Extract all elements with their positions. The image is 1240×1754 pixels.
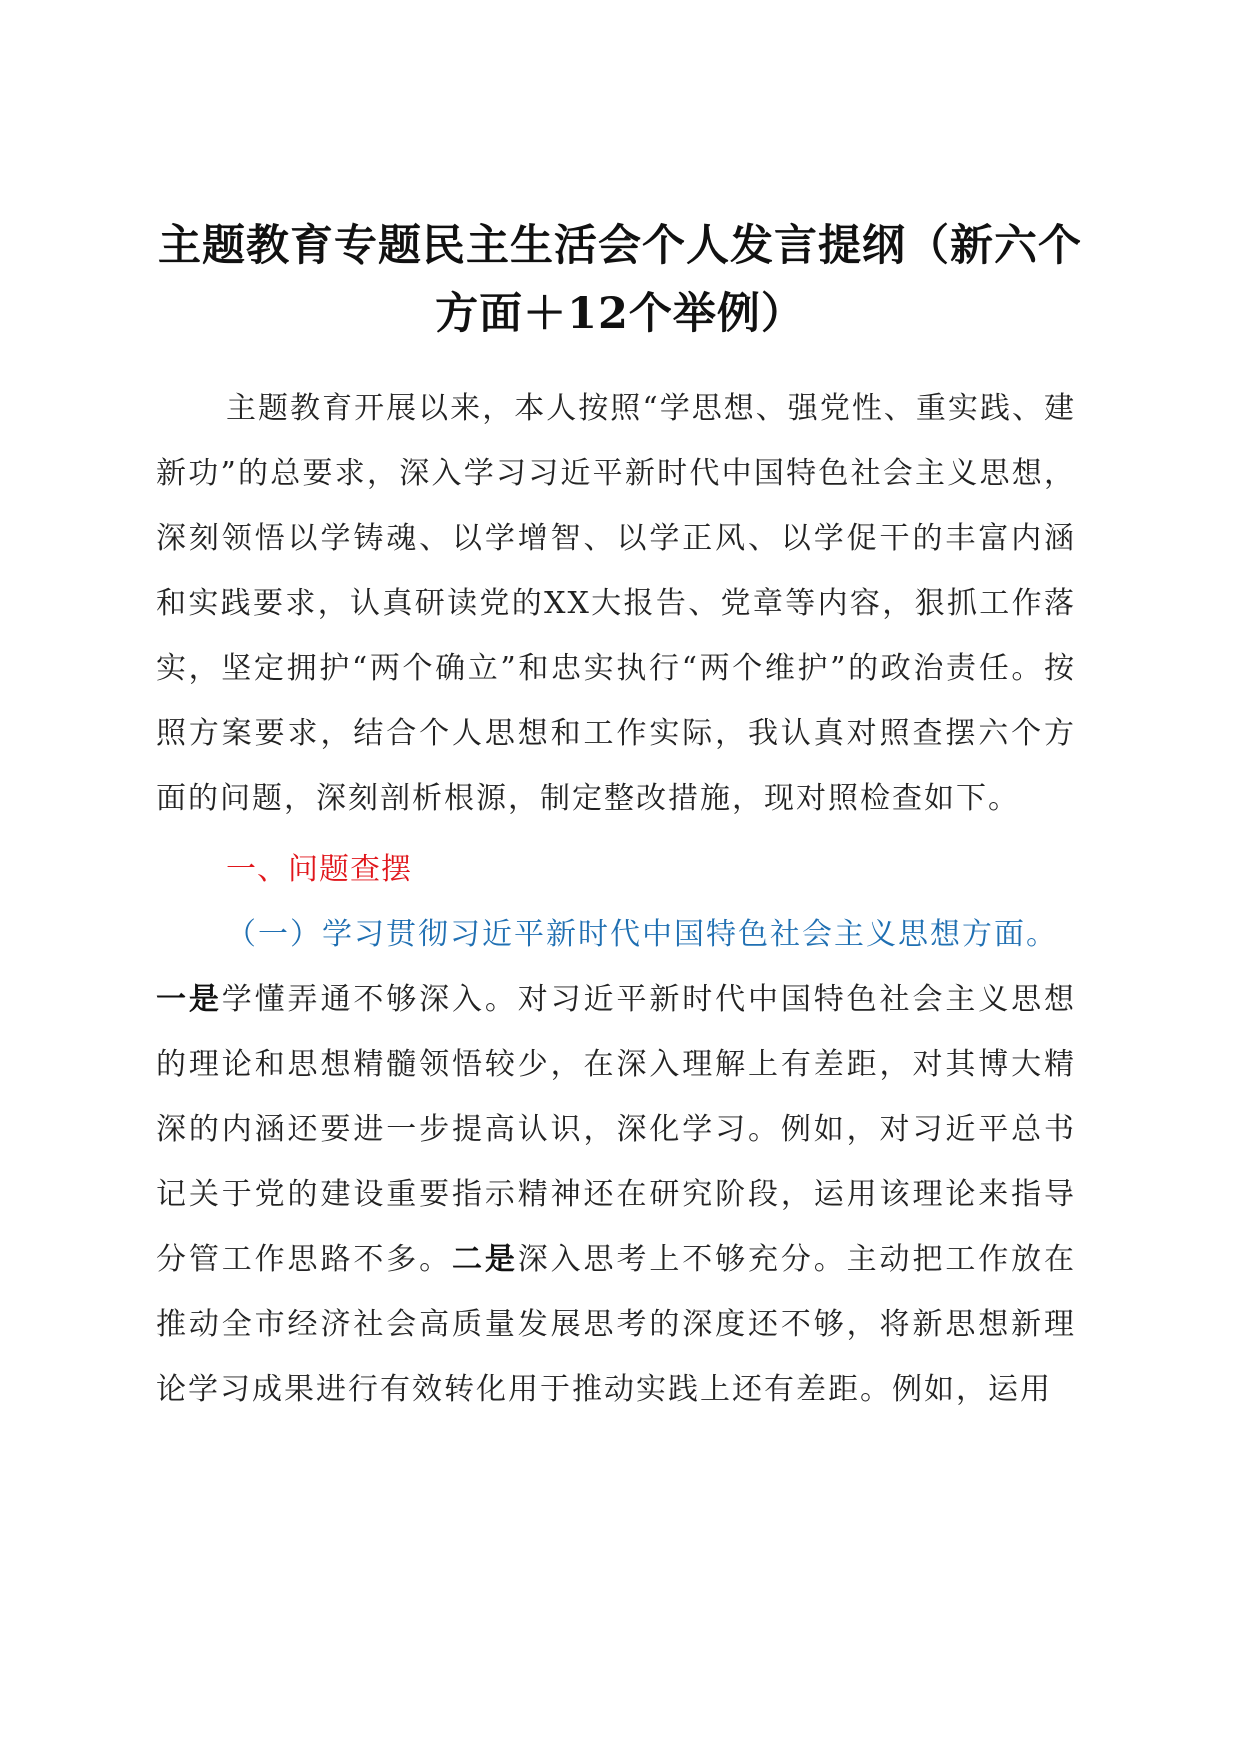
point-1-lead: 一是 xyxy=(156,982,222,1017)
section-heading: 一、问题查摆 xyxy=(226,852,412,887)
point-2-text: 深入思考上不够充分。主动把工作放在推动全市经济社会高质量发展思考的深度还不够，将新思想新理论学习成果进行有效转化用于推动实践上还有差距。例如，运用 xyxy=(156,1242,1077,1407)
subsection-heading: （一）学习贯彻习近平新时代中国特色社会主义思想方面。 xyxy=(226,917,1058,952)
points-paragraph xyxy=(156,967,1076,1422)
point-2-lead: 二是 xyxy=(452,1242,518,1277)
document-title: 主题教育专题民主生活会个人发言提纲（新六个方面＋12个举例） xyxy=(158,221,1082,339)
intro-paragraph: 主题教育开展以来，本人按照“学思想、强党性、重实践、建新功”的总要求，深入学习习近平新时代中国特色社会主义思想，深刻领悟以学铸魂、以学增智、以学正风、以学促干的丰富内涵和实践要求，认真研读党的XX大报告、党章等内容，狠抓工作落实，坚定拥护“两个确立”和忠实执行“两个维护”的政治责任。按照方案要求，结合个人思想和工作实际，我认真对照查摆六个方面的问题，深刻剖析根源，制定整改措施，现对照检查如下。 xyxy=(156,391,1076,816)
document-body xyxy=(156,376,1076,1422)
point-1-text: 学懂弄通不够深入。对习近平新时代中国特色社会主义思想的理论和思想精髓领悟较少，在深入理解上有差距，对其博大精深的内涵还要进一步提高认识，深化学习。例如，对习近平总书记关于党的建设重要指示精神还在研究阶段，运用该理论来指导分管工作思路不多。 xyxy=(156,982,1077,1277)
